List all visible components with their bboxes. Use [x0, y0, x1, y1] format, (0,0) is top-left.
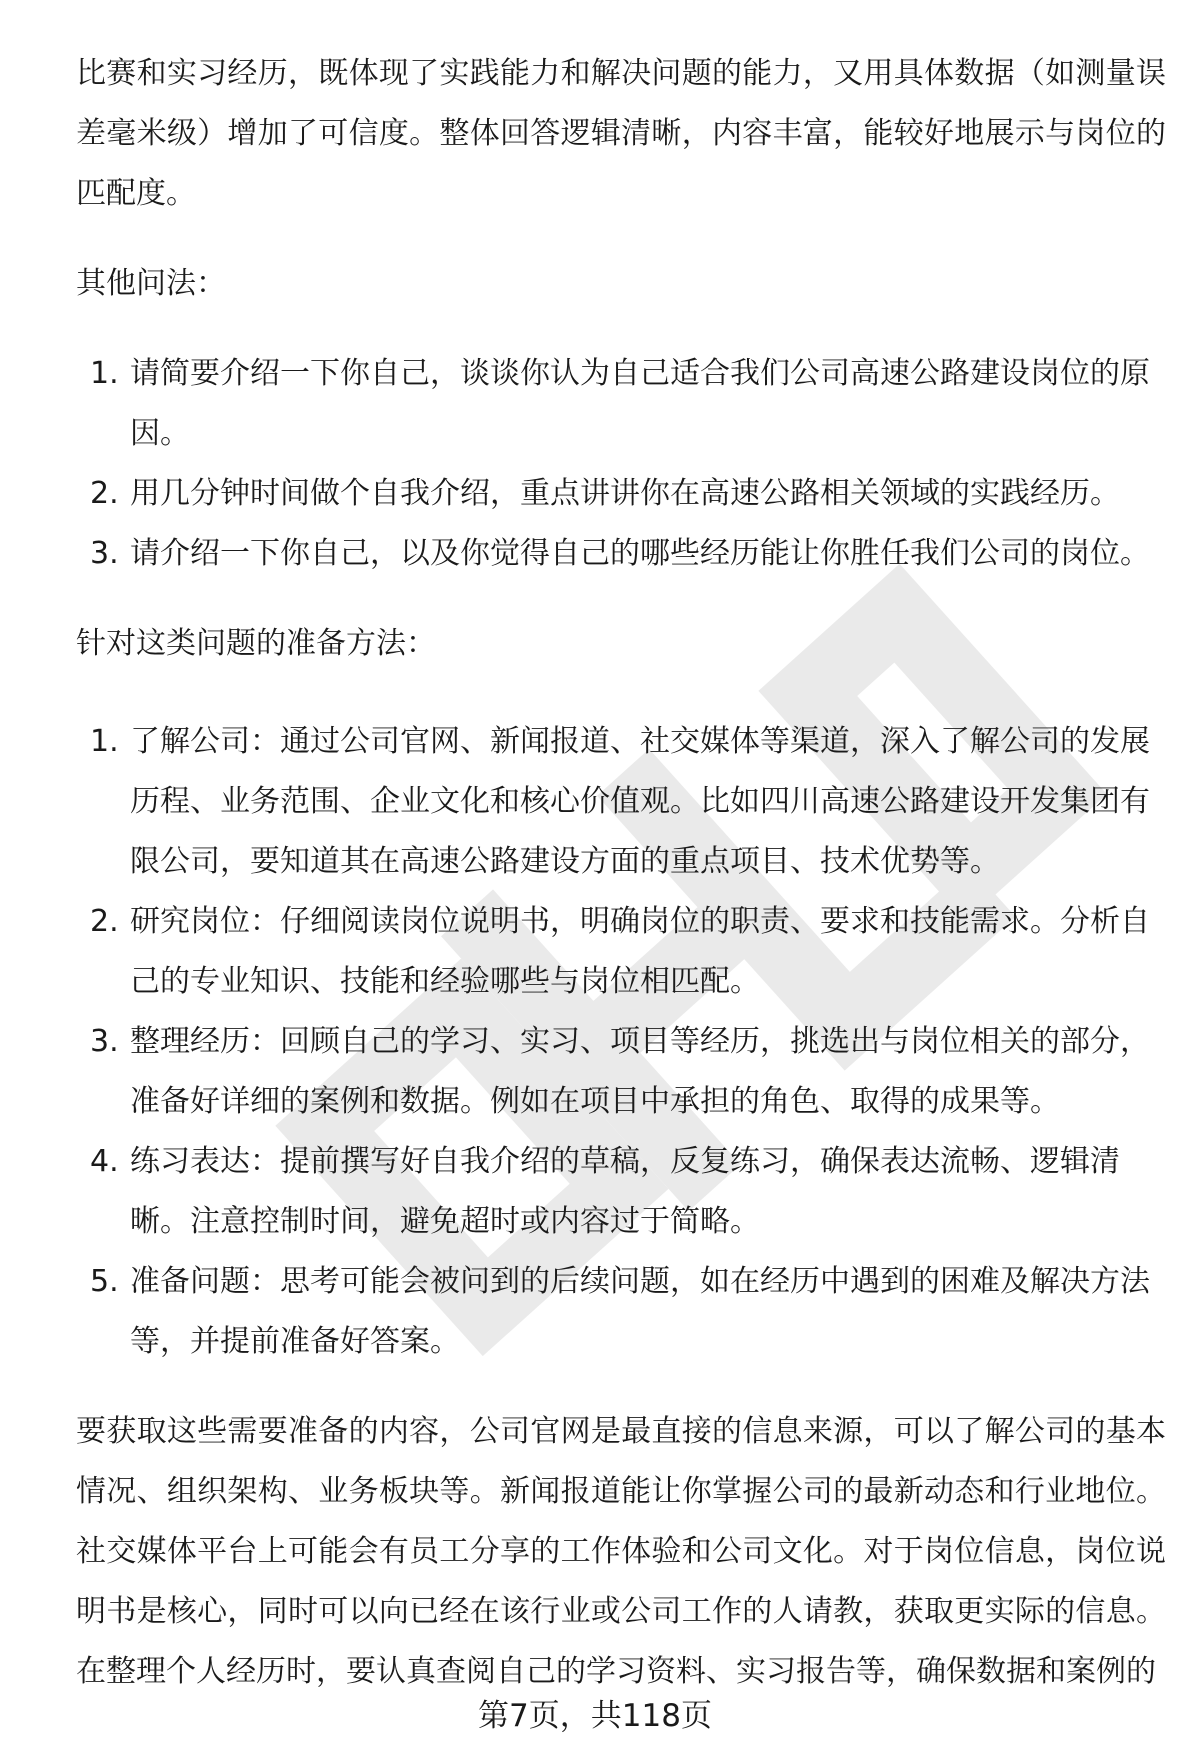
list-number: 3. [90, 536, 119, 571]
intro-paragraph: 比赛和实习经历，既体现了实践能力和解决问题的能力，又用具体数据（如测量误差毫米级）增加了可信度。整体回答逻辑清晰，内容丰富，能较好地展示与岗位的匹配度。 [76, 56, 1166, 211]
document-body [76, 44, 1166, 1702]
list-text: 练习表达：提前撰写好自我介绍的草稿，反复练习，确保表达流畅、逻辑清晰。注意控制时间，避免超时或内容过于简略。 [130, 1144, 1120, 1239]
other-questions-list [76, 344, 1166, 584]
list-text: 整理经历：回顾自己的学习、实习、项目等经历，挑选出与岗位相关的部分，准备好详细的案例和数据。例如在项目中承担的角色、取得的成果等。 [130, 1024, 1150, 1119]
page-footer: 第7页，共118页 [478, 1698, 712, 1734]
list-item [76, 1252, 1166, 1372]
list-text: 请介绍一下你自己，以及你觉得自己的哪些经历能让你胜任我们公司的岗位。 [130, 536, 1150, 571]
list-number: 1. [90, 724, 119, 759]
list-text: 准备问题：思考可能会被问到的后续问题，如在经历中遇到的困难及解决方法等，并提前准备好答案。 [130, 1264, 1150, 1359]
list-number: 2. [90, 476, 119, 511]
list-item [76, 464, 1166, 524]
closing-paragraph: 要获取这些需要准备的内容，公司官网是最直接的信息来源，可以了解公司的基本情况、组织架构、业务板块等。新闻报道能让你掌握公司的最新动态和行业地位。社交媒体平台上可能会有员工分享的工作体验和公司文化。对于岗位信息，岗位说明书是核心，同时可以向已经在该行业或公司工作的人请教，获取更实际的信息。在整理个人经历时，要认真查阅自己的学习资料、实习报告等，确保数据和案例的 [76, 1414, 1166, 1689]
list-text: 用几分钟时间做个自我介绍，重点讲讲你在高速公路相关领域的实践经历。 [130, 476, 1120, 511]
list-item [76, 344, 1166, 464]
list-number: 4. [90, 1144, 119, 1179]
preparation-heading: 针对这类问题的准备方法： [76, 626, 436, 661]
list-number: 1. [90, 356, 119, 391]
list-text: 研究岗位：仔细阅读岗位说明书，明确岗位的职责、要求和技能需求。分析自己的专业知识、技能和经验哪些与岗位相匹配。 [130, 904, 1150, 999]
other-questions-heading: 其他问法： [76, 266, 226, 301]
preparation-list [76, 712, 1166, 1372]
list-item [76, 712, 1166, 892]
list-number: 3. [90, 1024, 119, 1059]
list-text: 请简要介绍一下你自己，谈谈你认为自己适合我们公司高速公路建设岗位的原因。 [130, 356, 1150, 451]
list-item [76, 1012, 1166, 1132]
list-number: 5. [90, 1264, 119, 1299]
list-text: 了解公司：通过公司官网、新闻报道、社交媒体等渠道，深入了解公司的发展历程、业务范围、企业文化和核心价值观。比如四川高速公路建设开发集团有限公司，要知道其在高速公路建设方面的重点项目、技术优势等。 [130, 724, 1150, 879]
list-item [76, 524, 1166, 584]
list-number: 2. [90, 904, 119, 939]
list-item [76, 892, 1166, 1012]
list-item [76, 1132, 1166, 1252]
